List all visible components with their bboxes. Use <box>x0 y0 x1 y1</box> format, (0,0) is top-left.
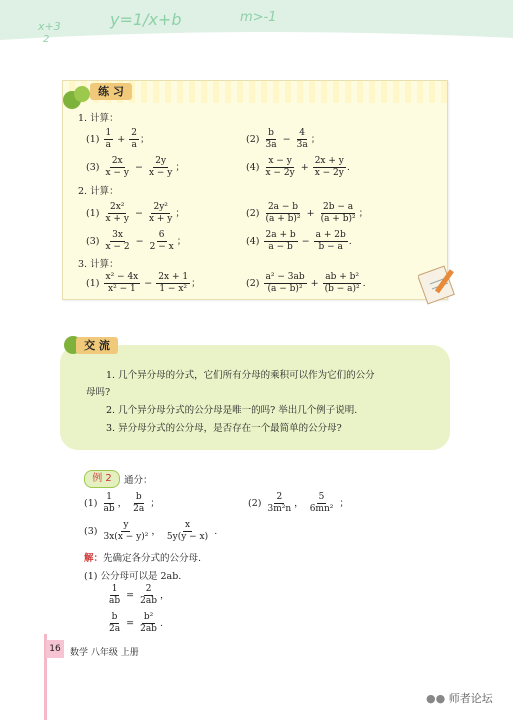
p1-frac-2: $\frac{b}{2a}$ <box>133 492 145 514</box>
exchange-title: 交 流 <box>76 337 118 354</box>
notepad-pencil-icon <box>418 262 462 306</box>
green-balls-icon <box>62 82 92 112</box>
practice-item: (1) $\frac{\text{2x²}}{x + y}$ − $\frac{\text{2y²}}{x + y}$ ； <box>86 202 185 224</box>
handwriting-2: y=1/x+b <box>110 10 182 29</box>
solution-label: 解： <box>84 553 104 564</box>
p1-frac-1: $\frac{1}{ab}$ <box>103 492 115 514</box>
practice-box <box>62 80 448 300</box>
handwriting-1b: 2 <box>43 34 50 45</box>
practice-item: (1) $\frac{\text{x² − 4x}}{\text{x² − 1}}$ − $\frac{2x + 1}{\text{1 − x²}}$ ； <box>86 272 201 294</box>
top-banner <box>0 0 513 62</box>
practice-item: (3) $\frac{3x}{x - 2}$ − $\frac{6}{2 - x}$ ； <box>86 230 187 252</box>
p3-frac-2: $\frac{x}{5y(y - x)}$ <box>166 520 209 542</box>
example-part-3: (3) $\frac{y}{\text{3x(x − y)²}}$ ， $\frac{x}{5y(y - x)}$ . <box>84 520 218 542</box>
solution-step-1: (1) 公分母可以是 2ab. <box>84 571 182 582</box>
solution-intro <box>84 550 201 564</box>
example-part-1: (1) $\frac{1}{ab}$ ， $\frac{b}{2a}$ ； <box>84 492 160 514</box>
practice-section-2: 2. 计算： <box>78 186 119 197</box>
wechat-icon: ●● <box>426 692 446 705</box>
practice-section-3: 3. 计算： <box>78 259 119 270</box>
practice-item: (2) $\frac{\text{a² − 3ab}}{\text{(a − b)²}}$ + $\frac{\text{ab + b²}}{\text{(b − a)²}}$ . <box>246 272 366 294</box>
practice-item: (1) $\frac{1}{a}$ + $\frac{2}{a}$ ； <box>86 128 150 150</box>
p1-number: (1) <box>84 498 98 509</box>
practice-item: (3) $\frac{2x}{x - y}$ − $\frac{2y}{x - y}$ ； <box>86 156 185 178</box>
p3-number: (3) <box>84 526 98 537</box>
page-number: 16 <box>46 640 64 658</box>
banner-curve <box>0 30 513 70</box>
example-label: 例 2 <box>84 470 120 488</box>
book-title: 数学 八年级 上册 <box>70 648 139 658</box>
exchange-q2: 2. 几个异分母分式的公分母是唯一的吗? 举出几个例子说明. <box>106 405 358 416</box>
p2-frac-2: $\frac{5}{\text{6mn²}}$ <box>309 492 334 514</box>
solution-text: 先确定各分式的公分母. <box>103 553 202 564</box>
exchange-q1-cont: 母吗? <box>86 387 111 398</box>
exchange-box <box>60 345 450 450</box>
practice-item: (4) $\frac{x - y}{x - 2y}$ + $\frac{2x + y}{x - 2y}$ . <box>246 156 350 178</box>
solution-eq-2: $\frac{b}{2a}$ = $\frac{\text{b²}}{2ab}$ . <box>109 612 163 634</box>
example-part-2: (2) $\frac{2}{\text{3m²n}}$ ， $\frac{5}{\text{6mn²}}$ ； <box>248 492 349 514</box>
handwriting-1: x+3 <box>38 20 61 33</box>
watermark: ●● 师者论坛 <box>426 692 493 705</box>
practice-item: (2) $\frac{b}{3a}$ − $\frac{4}{3a}$ ； <box>246 128 321 150</box>
practice-section-1: 1. 计算： <box>78 113 119 124</box>
exchange-q3: 3. 异分母分式的公分母，是否存在一个最简单的公分母? <box>106 423 342 434</box>
practice-item: (4) $\frac{2a + b}{a - b}$ − $\frac{a + 2b}{b - a}$ . <box>246 230 352 252</box>
practice-item: (2) $\frac{2a - b}{\text{(a + b)²}}$ + $\frac{2b - a}{\text{(a + b)²}}$ ； <box>246 202 369 224</box>
p2-number: (2) <box>248 498 262 509</box>
practice-title: 练 习 <box>90 83 132 100</box>
example-task: 通分： <box>124 475 153 486</box>
p3-frac-1: $\frac{y}{\text{3x(x − y)²}}$ <box>103 520 149 542</box>
exchange-q1: 1. 几个异分母的分式，它们所有分母的乘积可以作为它们的公分 <box>106 370 375 381</box>
p2-frac-1: $\frac{2}{\text{3m²n}}$ <box>267 492 292 514</box>
handwriting-3: m>-1 <box>240 10 277 25</box>
solution-eq-1: $\frac{1}{ab}$ = $\frac{2}{2ab}$ ， <box>109 584 170 606</box>
